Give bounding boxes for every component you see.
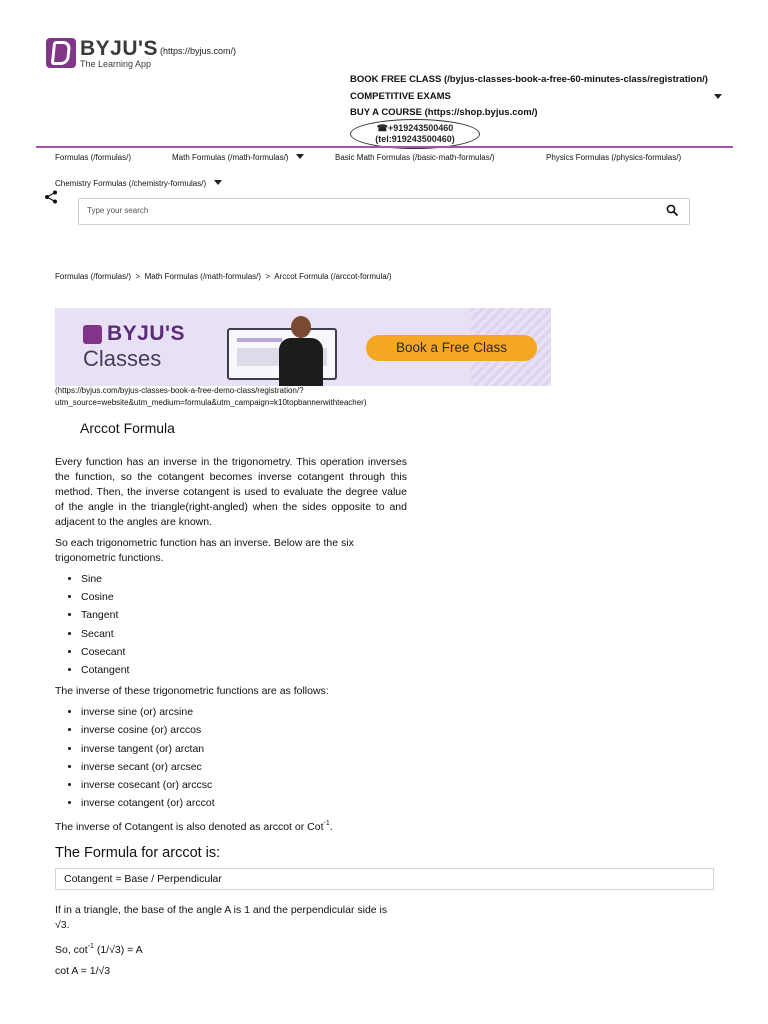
list-item: • inverse cotangent (or) arccot xyxy=(81,796,407,814)
banner-brand: BYJU'S xyxy=(107,322,186,345)
list-item: • inverse sine (or) arcsine xyxy=(81,705,407,723)
phone-link[interactable] xyxy=(350,119,480,149)
logo-name: BYJU'S xyxy=(80,37,159,60)
breadcrumb-separator: > xyxy=(265,272,271,281)
byjus-logo[interactable] xyxy=(46,38,236,69)
formula-box: Cotangent = Base / Perpendicular xyxy=(55,868,714,890)
breadcrumb xyxy=(55,270,400,283)
breadcrumb-math-formulas[interactable]: Math Formulas (/math-formulas/) xyxy=(144,272,262,281)
competitive-exams-menu[interactable] xyxy=(350,91,724,108)
formula-heading: The Formula for arccot is: xyxy=(55,845,221,861)
menu-math-formulas[interactable] xyxy=(172,153,304,162)
byjus-logo-icon xyxy=(83,325,102,344)
article-body xyxy=(55,455,407,835)
list-item: • Cosecant xyxy=(81,645,407,663)
list-item: • inverse cosine (or) arccos xyxy=(81,723,407,741)
byjus-logo-icon xyxy=(46,38,76,68)
list-item: • inverse secant (or) arcsec xyxy=(81,760,407,778)
chevron-down-icon[interactable] xyxy=(296,154,304,159)
superscript: -1 xyxy=(323,820,330,828)
list-item: • inverse cosecant (or) arccsc xyxy=(81,778,407,796)
banner-sub: Classes xyxy=(83,346,162,371)
teacher-image xyxy=(275,316,327,386)
inverse-list xyxy=(81,705,407,814)
logo-tagline: The Learning App xyxy=(80,59,152,69)
cot-line: cot A = 1/√3 xyxy=(55,965,111,977)
competitive-exams-label: COMPETITIVE EXAMS xyxy=(350,90,451,102)
superscript: -1 xyxy=(87,943,94,950)
share-icon[interactable] xyxy=(44,190,58,204)
inverse-intro: The inverse of these trigonometric functions are as follows: xyxy=(55,685,329,698)
search-box xyxy=(78,198,690,225)
book-free-class-button[interactable]: Book a Free Class xyxy=(366,335,537,361)
banner-logo xyxy=(83,324,185,372)
byjus-classes-banner[interactable] xyxy=(55,308,551,386)
book-free-class-link[interactable]: BOOK FREE CLASS (/byjus-classes-book-a-free-60-minutes-class/registration/) xyxy=(350,74,708,85)
phone-tel: (tel:919243500460) xyxy=(375,134,455,144)
example-paragraph: If in a triangle, the base of the angle A is 1 and the perpendicular side is √3. xyxy=(55,904,388,931)
menu-basic-math-formulas[interactable]: Basic Math Formulas (/basic-math-formulas/) xyxy=(335,153,495,162)
so-prefix: So, cot xyxy=(55,944,88,956)
denoted-text: The inverse of Cotangent is also denoted as arccot or Cot xyxy=(55,821,324,834)
list-item: • Sine xyxy=(81,572,407,590)
breadcrumb-formulas[interactable]: Formulas (/formulas/) xyxy=(55,272,132,281)
menu-formulas[interactable]: Formulas (/formulas/) xyxy=(55,153,132,162)
breadcrumb-separator: > xyxy=(135,272,141,281)
menu-physics-formulas[interactable]: Physics Formulas (/physics-formulas/) xyxy=(546,153,682,162)
header-divider xyxy=(36,146,733,148)
list-item: • Tangent xyxy=(81,608,407,626)
denoted-paragraph xyxy=(55,816,407,835)
page-title: Arccot Formula xyxy=(80,420,175,436)
six-functions-intro: So each trigonometric function has an inverse. Below are the six trigonometric functions. xyxy=(55,537,354,564)
top-nav xyxy=(350,74,724,124)
denoted-end: . xyxy=(329,821,333,834)
so-rest: (1/√3) = A xyxy=(93,944,143,956)
search-icon[interactable] xyxy=(666,204,679,217)
search-input[interactable] xyxy=(87,206,647,215)
list-item: • Cosine xyxy=(81,590,407,608)
banner-url[interactable]: (https://byjus.com/byjus-classes-book-a-free-demo-class/registration/?utm_source=website&utm_medium=formula&utm_campaign=k10topbannerwithteacher) xyxy=(55,386,367,407)
list-item: • Secant xyxy=(81,627,407,645)
phone-number: ☎+919243500460 xyxy=(376,123,454,133)
functions-list xyxy=(81,572,407,681)
list-item: • inverse tangent (or) arctan xyxy=(81,742,407,760)
menu-chemistry-formulas-label: Chemistry Formulas (/chemistry-formulas/) xyxy=(55,179,207,188)
chevron-down-icon[interactable] xyxy=(214,180,222,185)
example-section xyxy=(55,903,395,979)
list-item: • Cotangent xyxy=(81,663,407,681)
so-line xyxy=(55,939,395,958)
chevron-down-icon[interactable] xyxy=(714,94,722,99)
intro-paragraph: Every function has an inverse in the trigonometry. This operation inverses the function, so the cotangent becomes inverse cotangent through this method. Then, the inverse cotangent is used to evaluate the degree value of the angle in the triangle(right-angled) when the sides opposite to and adjacent to the angles are known. xyxy=(55,456,407,528)
menu-math-formulas-label: Math Formulas (/math-formulas/) xyxy=(172,153,289,162)
logo-url[interactable]: (https://byjus.com/) xyxy=(160,46,237,56)
breadcrumb-arccot-formula[interactable]: Arccot Formula (/arccot-formula/) xyxy=(274,272,392,281)
menu-chemistry-formulas[interactable] xyxy=(55,179,222,188)
buy-course-link[interactable]: BUY A COURSE (https://shop.byjus.com/) xyxy=(350,107,538,118)
